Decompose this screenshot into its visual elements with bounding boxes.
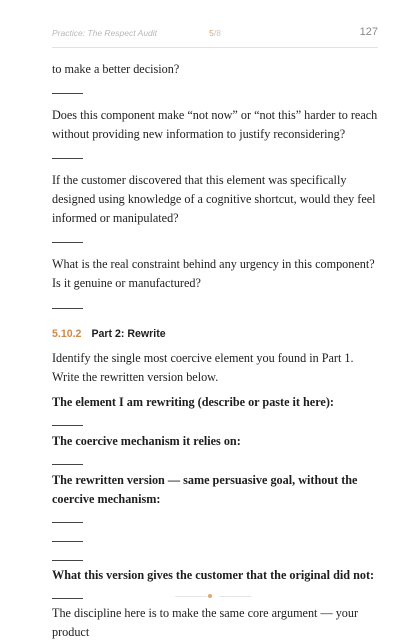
ornament-dot-icon bbox=[208, 594, 212, 598]
section-intro: Identify the single most coercive element you found in Part 1. Write the rewritten version below. bbox=[52, 351, 354, 384]
answer-line bbox=[52, 242, 83, 243]
header-divider bbox=[52, 47, 378, 48]
section-number: 5.10.2 bbox=[52, 328, 82, 340]
answer-line bbox=[52, 93, 83, 94]
ornament-line-left bbox=[175, 596, 207, 597]
running-header bbox=[52, 28, 378, 42]
running-title: Practice: The Respect Audit bbox=[52, 28, 158, 38]
prompt-rewrite: The rewritten version — same persuasive goal, without the coercive mechanism: bbox=[52, 473, 358, 506]
prompt-element: The element I am rewriting (describe or paste it here): bbox=[52, 395, 334, 409]
continuation-text: to make a better decision? bbox=[52, 62, 180, 76]
ornament-line-right bbox=[219, 596, 251, 597]
prompt-mechanism: The coercive mechanism it relies on: bbox=[52, 434, 241, 448]
answer-line bbox=[52, 541, 83, 542]
closing-text: The discipline here is to make the same core argument — your product bbox=[52, 606, 359, 639]
answer-line bbox=[52, 464, 83, 465]
answer-line bbox=[52, 560, 83, 561]
progress-total: 8 bbox=[216, 28, 221, 38]
question-1: Does this component make “not now” or “not this” harder to reach without providing new information to justify reconsidering? bbox=[52, 108, 378, 141]
answer-line bbox=[52, 308, 83, 309]
page-body bbox=[52, 60, 380, 642]
answer-line bbox=[52, 425, 83, 426]
question-2: If the customer discovered that this element was specifically designed using knowledge of a cognitive shortcut, would they feel informed or manipulated? bbox=[52, 173, 376, 225]
section-heading bbox=[52, 327, 380, 341]
page-number: 127 bbox=[359, 26, 378, 38]
chapter-progress bbox=[52, 28, 378, 38]
section-title: Part 2: Rewrite bbox=[91, 328, 166, 340]
footer-ornament bbox=[0, 593, 420, 599]
progress-current: 5 bbox=[209, 28, 214, 38]
question-3: What is the real constraint behind any urgency in this component? Is it genuine or manufactured? bbox=[52, 257, 375, 290]
answer-line bbox=[52, 522, 83, 523]
answer-line bbox=[52, 158, 83, 159]
progress-separator: / bbox=[213, 28, 217, 38]
prompt-benefit: What this version gives the customer that the original did not: bbox=[52, 568, 375, 582]
